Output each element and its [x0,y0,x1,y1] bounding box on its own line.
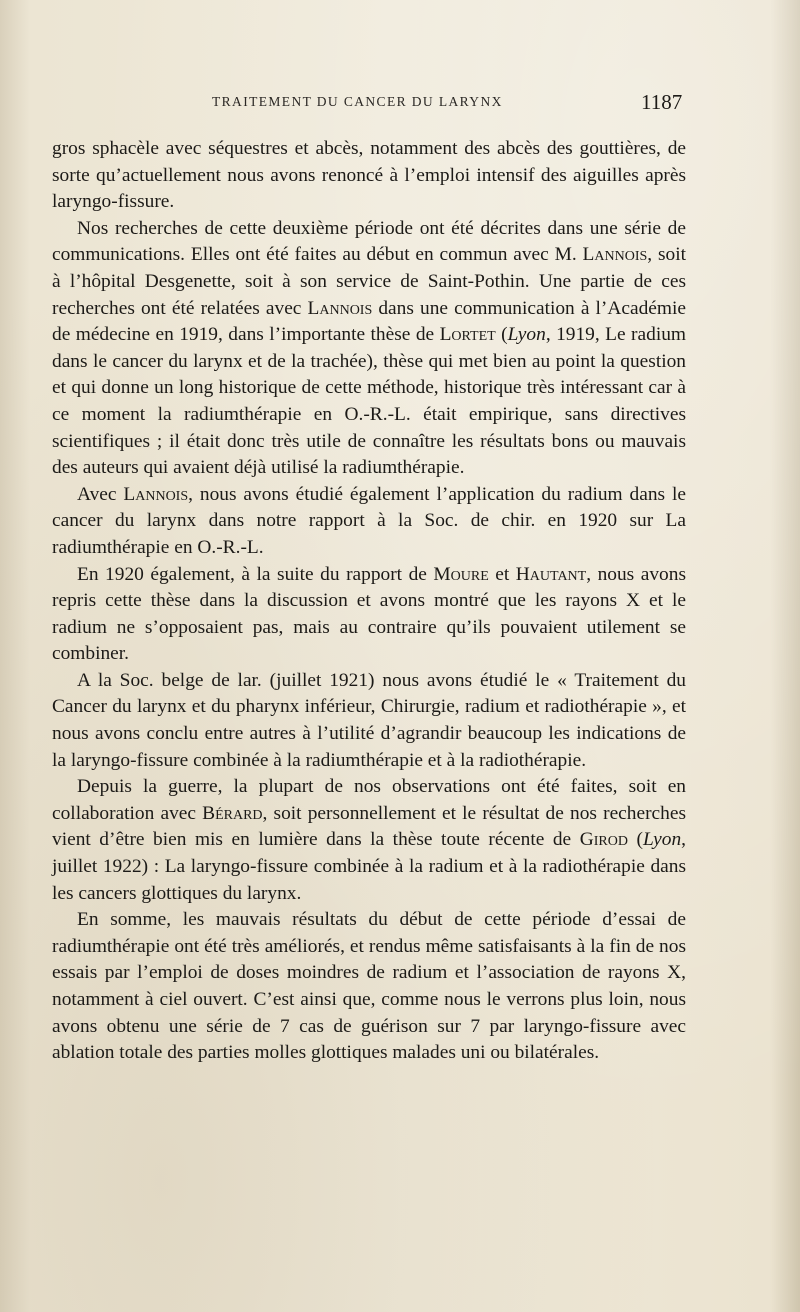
running-title: TRAITEMENT DU CANCER DU LARYNX [212,94,503,109]
paragraph-1: gros sphacèle avec séquestres et abcès, notamment des abcès des gouttières, de sorte qu’actuellement nous avons renoncé à l’emploi intensif des aiguilles après laryngo-fissure. [52,138,686,213]
place-name: Lyon [642,829,682,851]
author-name: Bérard [202,802,263,824]
paragraph-7: En somme, les mauvais résultats du début de cette période d’essai de radiumthérapie ont été très améliorés, et rendus même satisfaisants à la fin de nos essais par l’emploi de doses moindres de radium et l’association de rayons X, notamment à ciel ouvert. C’est ainsi que, comme nous le verrons plus loin, nous avons obtenu une série de 7 cas de guérison sur 7 par laryngo-fissure avec ablation totale des parties molles glottiques malades uni ou bilatérales. [52,909,686,1064]
paragraph-2: Nos recherches de cette deuxième période ont été décrites dans une série de communications. Elles ont été faites au début en commun avec M. Lannois, soit à l’hôpital Desgenette, soit à son service de Saint-Pothin. Une partie de ces recherches ont été relatées avec Lannois dans une communication à l’Académie de médecine en 1919, dans l’importante thèse de Lortet (Lyon, 1919, Le radium dans le cancer du larynx et de la trachée), thèse qui met bien au point la question et qui donne un long historique de cette méthode, historique très intéressant car à ce moment la radiumthérapie en O.-R.-L. était empirique, sans directives scientifiques ; il était donc très utile de connaître les résultats bons ou mauvais des auteurs qui avaient déjà utilisé la radiumthérapie. [52,217,686,479]
author-name: Hautant [515,563,587,585]
author-name: Lannois [123,483,189,505]
page-number: 1187 [641,90,683,114]
paragraph-5: A la Soc. belge de lar. (juillet 1921) nous avons étudié le « Traitement du Cancer du larynx et du pharynx inférieur, Chirurgie, radium et radiothérapie », et nous avons conclu entre autres à l’utilité d’agrandir beaucoup les indications de la laryngo-fissure combinée à la radiumthérapie et à la radiothérapie. [52,669,686,771]
page-header [0,90,800,120]
author-name: Lannois [582,244,648,266]
place-name: Lyon [507,324,546,346]
author-name: Lortet [439,324,496,346]
paragraph-3: Avec Lannois, nous avons étudié également l’application du radium dans le cancer du larynx dans notre rapport à la Soc. de chir. en 1920 sur La radiumthérapie en O.-R.-L. [52,483,686,558]
paragraph-6: Depuis la guerre, la plupart de nos observations ont été faites, soit en collaboration avec Bérard, soit personnellement et le résultat de nos recherches vient d’être bien mis en lumière dans la thèse toute récente de Girod (Lyon, juillet 1922) : La laryngo-fissure combinée à la radium et à la radiothérapie dans les cancers glottiques du larynx. [52,776,687,904]
author-name: Lannois [307,297,373,319]
body-text [52,136,686,1067]
author-name: Girod [579,829,628,851]
paragraph-4: En 1920 également, à la suite du rapport de Moure et Hautant, nous avons repris cette thèse dans la discussion et avons montré que les rayons X et le radium ne s’opposaient pas, mais au contraire qu’ils pouvaient utilement se combiner. [52,563,686,665]
author-name: Moure [433,563,489,585]
